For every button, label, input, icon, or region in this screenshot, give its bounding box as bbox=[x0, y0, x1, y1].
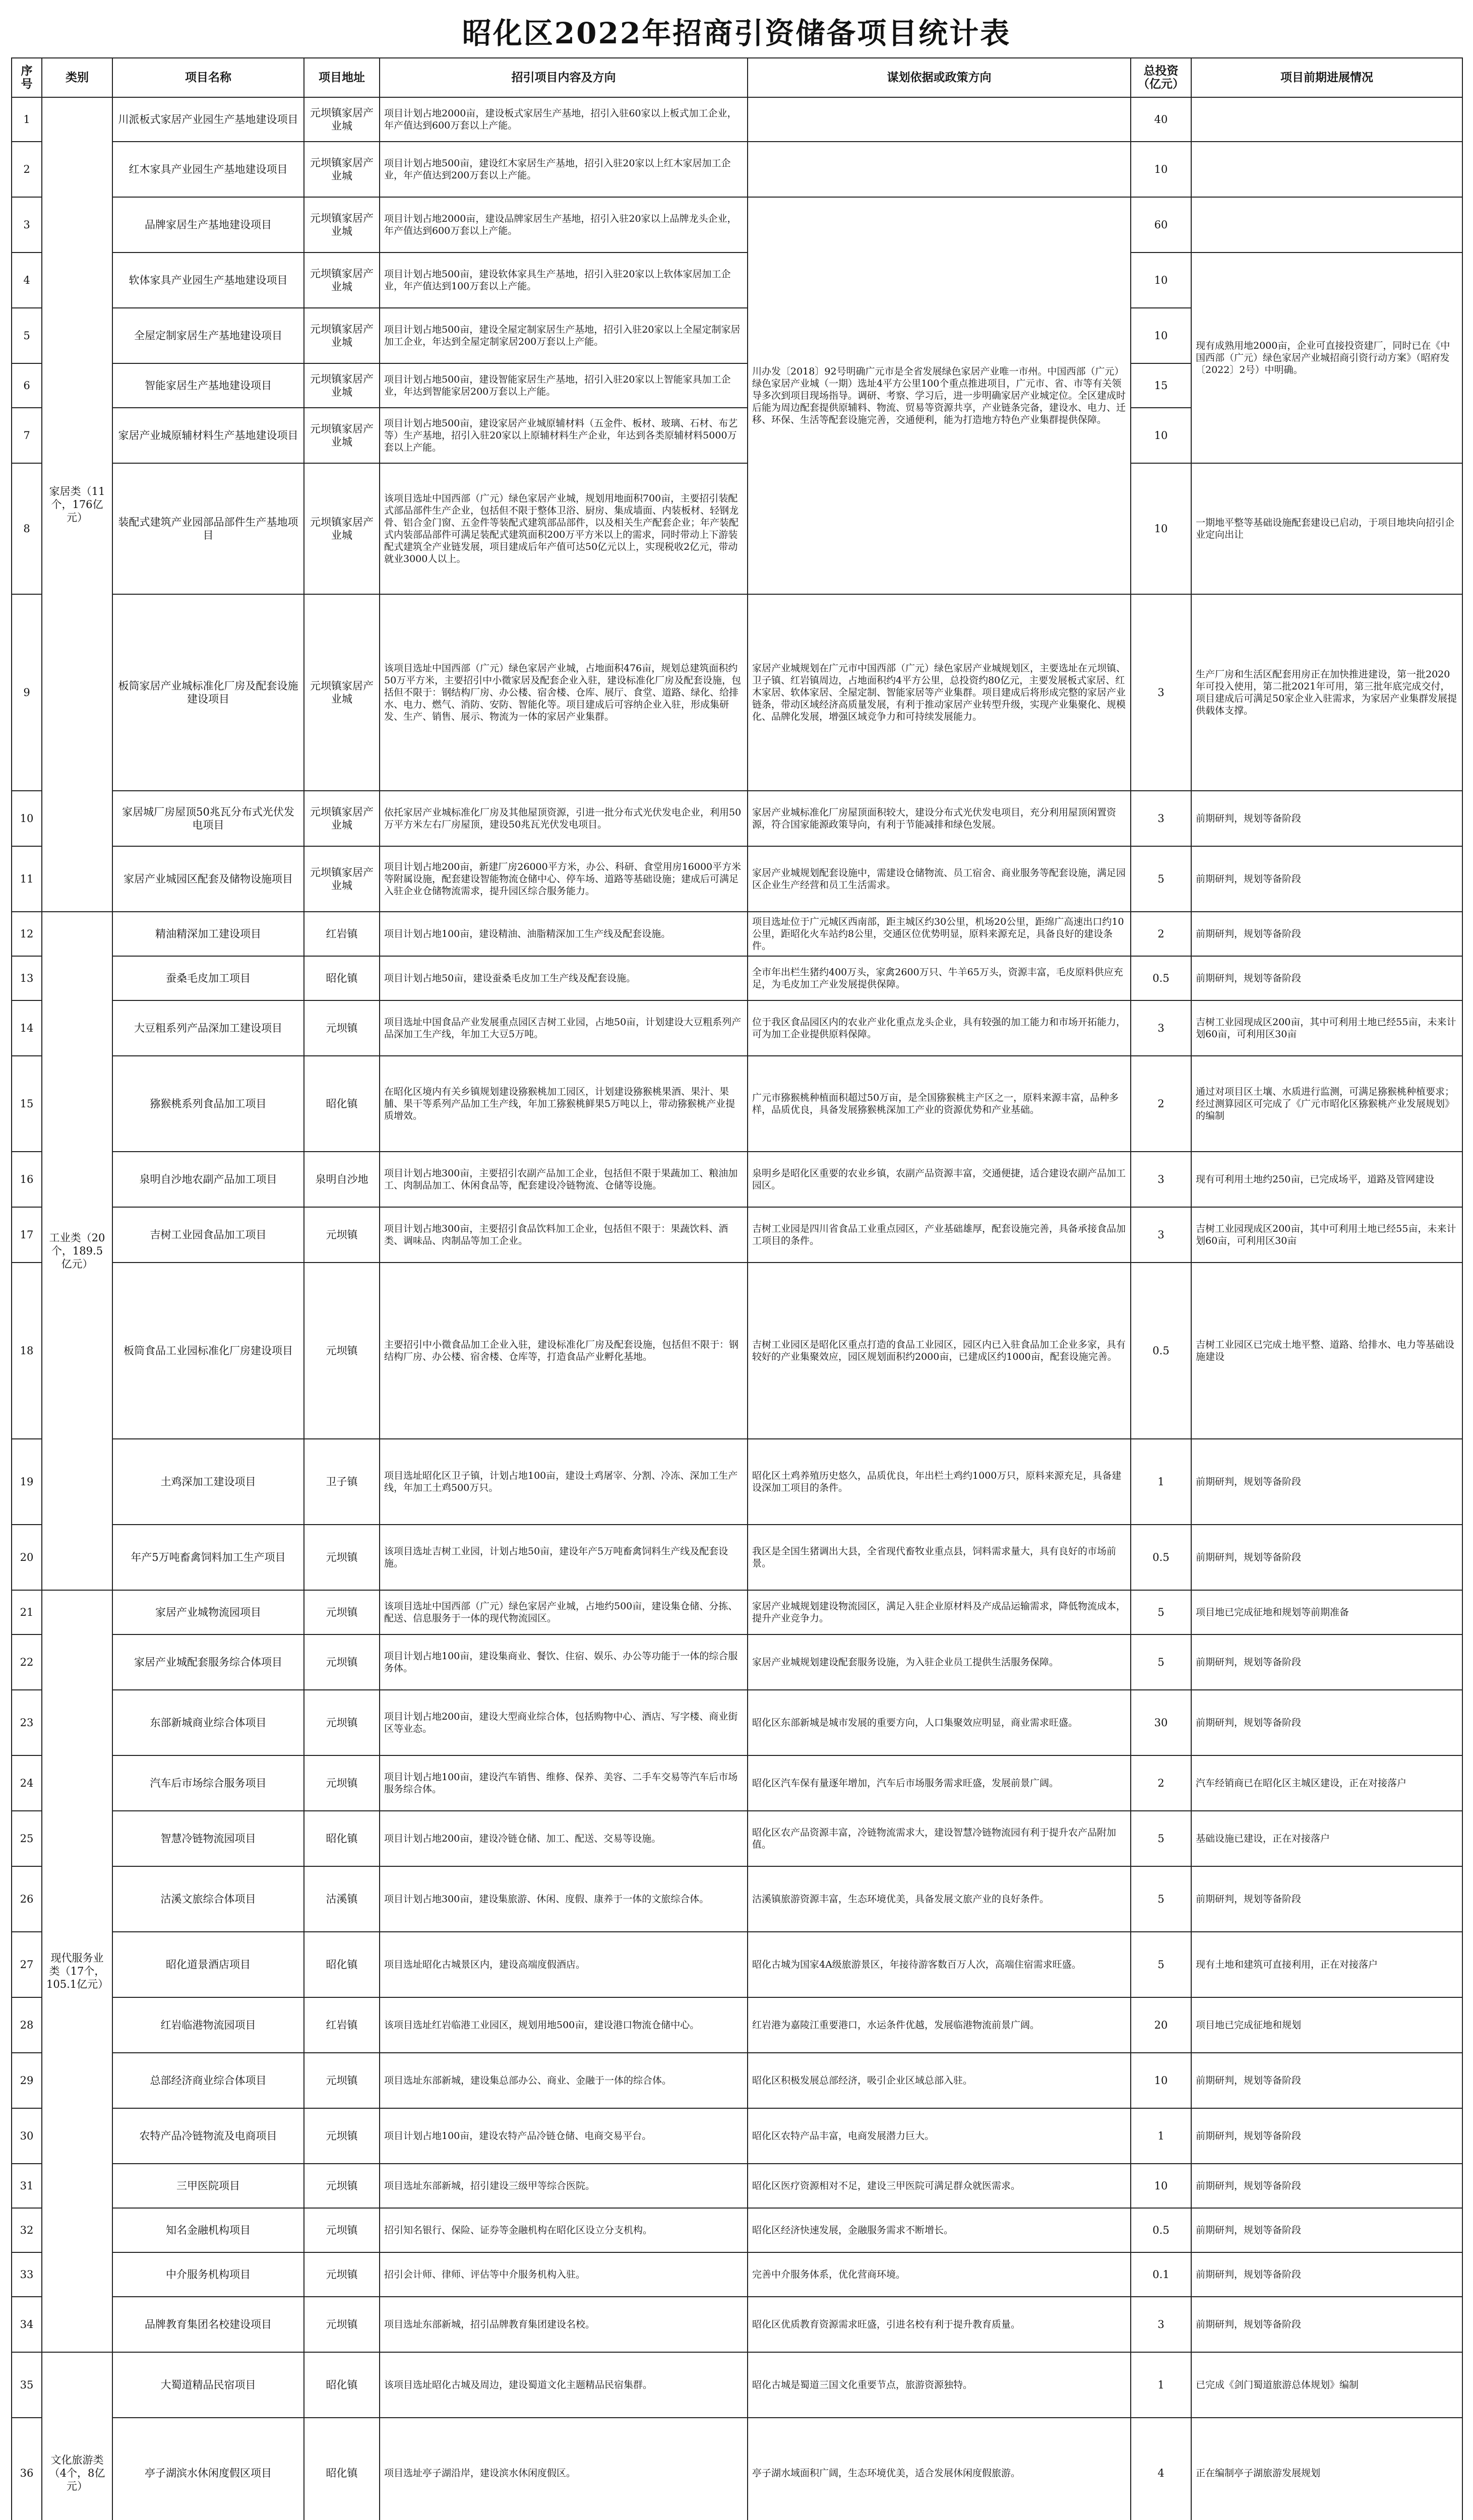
cell-seq: 1 bbox=[12, 97, 42, 142]
cell-location: 元坝镇 bbox=[304, 1634, 380, 1690]
cell-investment: 3 bbox=[1131, 1152, 1191, 1207]
cell-project-name: 中介服务机构项目 bbox=[112, 2252, 304, 2297]
cell-location: 元坝镇 bbox=[304, 2053, 380, 2108]
table-row bbox=[12, 1811, 1462, 1866]
cell-investment: 0.1 bbox=[1131, 2252, 1191, 2297]
project-table bbox=[11, 57, 1463, 2520]
cell-investment: 1 bbox=[1131, 1439, 1191, 1525]
cell-content: 项目计划占地200亩，新建厂房26000平方米，办公、科研、食堂用房16000平方米等附属设施，配套建设智能物流仓储中心、停车场、道路等基础设施；建成后可满足入驻企业仓储物流需求，提升园区综合服务能力。 bbox=[380, 846, 748, 912]
cell-progress: 通过对项目区土壤、水质进行监测，可满足猕猴桃种植要求；经过测算园区可完成了《广元市昭化区猕猴桃产业发展规划》的编制 bbox=[1191, 1056, 1462, 1152]
cell-location: 元坝镇家居产业城 bbox=[304, 408, 380, 463]
table-row bbox=[12, 1525, 1462, 1590]
cell-progress: 前期研判，规划等备阶段 bbox=[1191, 2252, 1462, 2297]
cell-investment: 10 bbox=[1131, 408, 1191, 463]
cell-location: 沽溪镇 bbox=[304, 1866, 380, 1932]
cell-progress: 前期研判，规划等备阶段 bbox=[1191, 1634, 1462, 1690]
cell-project-name: 家居产业城配套服务综合体项目 bbox=[112, 1634, 304, 1690]
cell-policy: 项目选址位于广元城区西南部，距主城区约30公里，机场20公里，距绵广高速出口约10公里，距昭化火车站约8公里，交通区位优势明显，原料来源充足，具备良好的建设条件。 bbox=[748, 912, 1131, 956]
cell-investment: 0.5 bbox=[1131, 1525, 1191, 1590]
cell-project-name: 智能家居生产基地建设项目 bbox=[112, 363, 304, 408]
cell-progress bbox=[1191, 142, 1462, 197]
cell-seq: 9 bbox=[12, 594, 42, 791]
cell-policy: 亭子湖水域面积广阔，生态环境优美，适合发展休闲度假旅游。 bbox=[748, 2418, 1131, 2520]
cell-location: 元坝镇家居产业城 bbox=[304, 308, 380, 363]
cell-location: 元坝镇家居产业城 bbox=[304, 97, 380, 142]
cell-policy: 位于我区食品园区内的农业产业化重点龙头企业，具有较强的加工能力和市场开拓能力，可为加工企业提供原料保障。 bbox=[748, 1000, 1131, 1056]
cell-policy: 昭化区经济快速发展，金融服务需求不断增长。 bbox=[748, 2208, 1131, 2252]
table-row bbox=[12, 2418, 1462, 2520]
cell-category: 家居类（11个，176亿元） bbox=[42, 97, 112, 912]
cell-seq: 8 bbox=[12, 463, 42, 594]
table-row bbox=[12, 1263, 1462, 1439]
cell-location: 元坝镇家居产业城 bbox=[304, 463, 380, 594]
cell-location: 元坝镇家居产业城 bbox=[304, 197, 380, 253]
cell-seq: 21 bbox=[12, 1590, 42, 1634]
cell-location: 元坝镇家居产业城 bbox=[304, 594, 380, 791]
cell-investment: 1 bbox=[1131, 2108, 1191, 2164]
cell-project-name: 大豆粗系列产品深加工建设项目 bbox=[112, 1000, 304, 1056]
cell-progress: 前期研判，规划等备阶段 bbox=[1191, 2108, 1462, 2164]
cell-location: 元坝镇 bbox=[304, 1590, 380, 1634]
cell-content: 项目计划占地500亩，建设智能家居生产基地，招引入驻20家以上智能家具加工企业，年达到智能家居200万套以上产能。 bbox=[380, 363, 748, 408]
cell-project-name: 软体家具产业园生产基地建设项目 bbox=[112, 253, 304, 308]
cell-project-name: 昭化道景酒店项目 bbox=[112, 1932, 304, 1997]
cell-content: 项目选址中国食品产业发展重点园区吉树工业园，占地50亩，计划建设大豆粗系列产品深加工生产线，年加工大豆5万吨。 bbox=[380, 1000, 748, 1056]
cell-progress: 项目地已完成征地和规划等前期准备 bbox=[1191, 1590, 1462, 1634]
cell-project-name: 汽车后市场综合服务项目 bbox=[112, 1755, 304, 1811]
cell-policy: 红岩港为嘉陵江重要港口，水运条件优越，发展临港物流前景广阔。 bbox=[748, 1997, 1131, 2053]
cell-progress: 现有可利用土地约250亩，已完成场平，道路及管网建设 bbox=[1191, 1152, 1462, 1207]
cell-investment: 2 bbox=[1131, 1755, 1191, 1811]
cell-policy: 完善中介服务体系，优化营商环境。 bbox=[748, 2252, 1131, 2297]
cell-content: 项目计划占地500亩，建设红木家居生产基地，招引入驻20家以上红木家居加工企业，年产值达到200万套以上产能。 bbox=[380, 142, 748, 197]
table-row bbox=[12, 253, 1462, 308]
cell-progress: 汽车经销商已在昭化区主城区建设，正在对接落户 bbox=[1191, 1755, 1462, 1811]
cell-content: 项目计划占地500亩，建设软体家具生产基地，招引入驻20家以上软体家居加工企业，年产值达到100万套以上产能。 bbox=[380, 253, 748, 308]
cell-progress: 吉树工业园现成区200亩，其中可利用土地已经55亩，未来计划60亩，可利用区30亩 bbox=[1191, 1207, 1462, 1263]
cell-content: 项目选址昭化区卫子镇，计划占地100亩，建设土鸡屠宰、分割、冷冻、深加工生产线，年加工土鸡500万只。 bbox=[380, 1439, 748, 1525]
cell-seq: 23 bbox=[12, 1690, 42, 1755]
cell-location: 元坝镇 bbox=[304, 2252, 380, 2297]
cell-project-name: 红木家具产业园生产基地建设项目 bbox=[112, 142, 304, 197]
cell-policy bbox=[748, 142, 1131, 197]
cell-progress: 前期研判，规划等备阶段 bbox=[1191, 2164, 1462, 2208]
header-progress: 项目前期进展情况 bbox=[1191, 58, 1462, 97]
cell-content: 项目计划占地300亩，主要招引农副产品加工企业，包括但不限于果蔬加工、粮油加工、肉制品加工、休闲食品等，配套建设冷链物流、仓储等设施。 bbox=[380, 1152, 748, 1207]
cell-content: 该项目选址红岩临港工业园区，规划用地500亩，建设港口物流仓储中心。 bbox=[380, 1997, 748, 2053]
header-seq: 序号 bbox=[12, 58, 42, 97]
cell-seq: 22 bbox=[12, 1634, 42, 1690]
cell-content: 项目计划占地50亩，建设蚕桑毛皮加工生产线及配套设施。 bbox=[380, 956, 748, 1000]
table-row bbox=[12, 1634, 1462, 1690]
cell-policy: 昭化区土鸡养殖历史悠久，品质优良，年出栏土鸡约1000万只，原料来源充足，具备建设深加工项目的条件。 bbox=[748, 1439, 1131, 1525]
cell-investment: 10 bbox=[1131, 463, 1191, 594]
cell-progress: 现有成熟用地2000亩，企业可直接投资建厂，同时已在《中国西部（广元）绿色家居产业城招商引资行动方案》（昭府发〔2022〕2号）中明确。 bbox=[1191, 253, 1462, 463]
cell-progress bbox=[1191, 197, 1462, 253]
cell-policy: 我区是全国生猪调出大县，全省现代畜牧业重点县，饲料需求量大，具有良好的市场前景。 bbox=[748, 1525, 1131, 1590]
cell-policy: 家居产业城规划建设配套服务设施，为入驻企业员工提供生活服务保障。 bbox=[748, 1634, 1131, 1690]
cell-location: 元坝镇 bbox=[304, 2208, 380, 2252]
cell-content: 项目计划占地500亩，建设全屋定制家居生产基地，招引入驻20家以上全屋定制家居加工企业，年达到全屋定制家居200万套以上产能。 bbox=[380, 308, 748, 363]
cell-location: 元坝镇 bbox=[304, 1207, 380, 1263]
cell-content: 项目计划占地300亩，主要招引食品饮料加工企业，包括但不限于：果蔬饮料、酒类、调味品、肉制品等加工企业。 bbox=[380, 1207, 748, 1263]
cell-progress: 前期研判，规划等备阶段 bbox=[1191, 791, 1462, 846]
cell-seq: 5 bbox=[12, 308, 42, 363]
cell-seq: 4 bbox=[12, 253, 42, 308]
cell-policy: 昭化区优质教育资源需求旺盛，引进名校有利于提升教育质量。 bbox=[748, 2297, 1131, 2352]
cell-project-name: 总部经济商业综合体项目 bbox=[112, 2053, 304, 2108]
header-policy: 谋划依据或政策方向 bbox=[748, 58, 1131, 97]
cell-project-name: 猕猴桃系列食品加工项目 bbox=[112, 1056, 304, 1152]
cell-content: 主要招引中小微食品加工企业入驻，建设标准化厂房及配套设施，包括但不限于：钢结构厂房、办公楼、宿舍楼、仓库等，打造食品产业孵化基地。 bbox=[380, 1263, 748, 1439]
cell-progress: 一期地平整等基础设施配套建设已启动，于项目地块向招引企业定向出让 bbox=[1191, 463, 1462, 594]
cell-project-name: 沽溪文旅综合体项目 bbox=[112, 1866, 304, 1932]
cell-content: 该项目选址中国西部（广元）绿色家居产业城，占地面积476亩，规划总建筑面积约50万平方米，主要招引中小微家居及配套企业入驻，建设标准化厂房及配套设施，包括但不限于：钢结构厂房、办公楼、宿舍楼、仓库、展厅、食堂、道路、绿化、给排水、电力、燃气、消防、安防、智能化等。项目建成后可容纳企业入驻，形成集研发、生产、销售、展示、物流为一体的家居产业集群。 bbox=[380, 594, 748, 791]
table-row bbox=[12, 846, 1462, 912]
cell-progress: 前期研判，规划等备阶段 bbox=[1191, 2297, 1462, 2352]
cell-policy: 泉明乡是昭化区重要的农业乡镇，农副产品资源丰富，交通便捷，适合建设农副产品加工园区。 bbox=[748, 1152, 1131, 1207]
cell-policy: 昭化区农产品资源丰富，冷链物流需求大，建设智慧冷链物流园有利于提升农产品附加值。 bbox=[748, 1811, 1131, 1866]
cell-content: 该项目选址昭化古城及周边，建设蜀道文化主题精品民宿集群。 bbox=[380, 2352, 748, 2418]
cell-project-name: 智慧冷链物流园项目 bbox=[112, 1811, 304, 1866]
cell-content: 招引会计师、律师、评估等中介服务机构入驻。 bbox=[380, 2252, 748, 2297]
cell-location: 元坝镇 bbox=[304, 2108, 380, 2164]
cell-project-name: 家居产业城原辅材料生产基地建设项目 bbox=[112, 408, 304, 463]
cell-content: 在昭化区境内有关乡镇规划建设猕猴桃加工园区，计划建设猕猴桃果酒、果汁、果脯、果干等系列产品加工生产线，年加工猕猴桃鲜果5万吨以上，带动猕猴桃产业提质增效。 bbox=[380, 1056, 748, 1152]
cell-content: 项目计划占地200亩，建设大型商业综合体，包括购物中心、酒店、写字楼、商业街区等业态。 bbox=[380, 1690, 748, 1755]
cell-progress: 前期研判，规划等备阶段 bbox=[1191, 2053, 1462, 2108]
table-row bbox=[12, 2164, 1462, 2208]
cell-policy: 家居产业城规划建设物流园区，满足入驻企业原材料及产成品运输需求，降低物流成本，提升产业竞争力。 bbox=[748, 1590, 1131, 1634]
cell-seq: 20 bbox=[12, 1525, 42, 1590]
header-investment: 总投资（亿元） bbox=[1131, 58, 1191, 97]
table-row bbox=[12, 197, 1462, 253]
cell-content: 项目选址东部新城，招引品牌教育集团建设名校。 bbox=[380, 2297, 748, 2352]
cell-seq: 7 bbox=[12, 408, 42, 463]
cell-policy: 吉树工业园是四川省食品工业重点园区，产业基础雄厚，配套设施完善，具备承接食品加工项目的条件。 bbox=[748, 1207, 1131, 1263]
cell-investment: 2 bbox=[1131, 912, 1191, 956]
cell-content: 项目选址东部新城，招引建设三级甲等综合医院。 bbox=[380, 2164, 748, 2208]
cell-policy: 川办发〔2018〕92号明确广元市是全省发展绿色家居产业唯一市州。中国西部（广元）绿色家居产业城（一期）选址4平方公里100个重点推进项目，广元市、省、市等有关领导多次到项目现场指导。调研、考察、学习后，进一步明确家居产业城定位。全区建成时后能为周边配套提供原辅料、物流、贸易等资源共享，产业链条完备，建设水、电力、迁移、环保、生活等配套设施完善，交通便利，能为打造地方特色产业集群提供保障。 bbox=[748, 197, 1131, 594]
cell-location: 元坝镇 bbox=[304, 1263, 380, 1439]
cell-investment: 3 bbox=[1131, 1000, 1191, 1056]
cell-policy: 昭化区东部新城是城市发展的重要方向，人口集聚效应明显，商业需求旺盛。 bbox=[748, 1690, 1131, 1755]
table-row bbox=[12, 2108, 1462, 2164]
cell-progress bbox=[1191, 97, 1462, 142]
cell-seq: 12 bbox=[12, 912, 42, 956]
cell-content: 项目计划占地100亩，建设汽车销售、维修、保养、美容、二手车交易等汽车后市场服务综合体。 bbox=[380, 1755, 748, 1811]
cell-policy: 昭化区积极发展总部经济，吸引企业区域总部入驻。 bbox=[748, 2053, 1131, 2108]
cell-seq: 17 bbox=[12, 1207, 42, 1263]
cell-project-name: 土鸡深加工建设项目 bbox=[112, 1439, 304, 1525]
cell-progress: 前期研判，规划等备阶段 bbox=[1191, 1525, 1462, 1590]
page-title: 昭化区2022年招商引资储备项目统计表 bbox=[462, 16, 1011, 50]
table-row bbox=[12, 1439, 1462, 1525]
cell-location: 昭化镇 bbox=[304, 956, 380, 1000]
cell-progress: 前期研判，规划等备阶段 bbox=[1191, 1439, 1462, 1525]
cell-investment: 60 bbox=[1131, 197, 1191, 253]
cell-investment: 2 bbox=[1131, 1056, 1191, 1152]
table-row bbox=[12, 2352, 1462, 2418]
cell-project-name: 红岩临港物流园项目 bbox=[112, 1997, 304, 2053]
table-body bbox=[12, 97, 1462, 2520]
header-name: 项目名称 bbox=[112, 58, 304, 97]
cell-investment: 5 bbox=[1131, 1932, 1191, 1997]
cell-policy: 昭化古城是蜀道三国文化重要节点，旅游资源独特。 bbox=[748, 2352, 1131, 2418]
cell-content: 该项目选址中国西部（广元）绿色家居产业城，规划用地面积700亩，主要招引装配式部品部件生产企业，包括但不限于整体卫浴、厨房、集成墙面、内装板材、轻钢龙骨、铝合金门窗、五金件等装配式建筑部品部件，以及相关生产配套企业；年产装配式内装部品部件可满足装配式建筑面积200万平方米以上的需求，同时带动上下游装配式建筑全产业链发展，项目建成后年产值可达50亿元以上，实现税收2亿元，带动就业3000人以上。 bbox=[380, 463, 748, 594]
cell-policy: 吉树工业园区是昭化区重点打造的食品工业园区，园区内已入驻食品加工企业多家，具有较好的产业集聚效应，园区规划面积约2000亩，已建成区约1000亩，配套设施完善。 bbox=[748, 1263, 1131, 1439]
cell-location: 元坝镇家居产业城 bbox=[304, 846, 380, 912]
cell-content: 项目计划占地100亩，建设精油、油脂精深加工生产线及配套设施。 bbox=[380, 912, 748, 956]
table-row bbox=[12, 912, 1462, 956]
table-row bbox=[12, 1755, 1462, 1811]
cell-progress: 吉树工业园区已完成土地平整、道路、给排水、电力等基础设施建设 bbox=[1191, 1263, 1462, 1439]
cell-investment: 5 bbox=[1131, 1866, 1191, 1932]
cell-investment: 5 bbox=[1131, 1634, 1191, 1690]
cell-content: 项目选址亭子湖沿岸，建设滨水休闲度假区。 bbox=[380, 2418, 748, 2520]
table-row bbox=[12, 2297, 1462, 2352]
cell-location: 元坝镇 bbox=[304, 1690, 380, 1755]
cell-investment: 10 bbox=[1131, 253, 1191, 308]
cell-project-name: 家居产业城园区配套及储物设施项目 bbox=[112, 846, 304, 912]
cell-investment: 0.5 bbox=[1131, 1263, 1191, 1439]
cell-content: 该项目选址中国西部（广元）绿色家居产业城，占地约500亩，建设集仓储、分拣、配送、信息服务于一体的现代物流园区。 bbox=[380, 1590, 748, 1634]
cell-project-name: 吉树工业园食品加工项目 bbox=[112, 1207, 304, 1263]
cell-seq: 15 bbox=[12, 1056, 42, 1152]
table-row bbox=[12, 1690, 1462, 1755]
cell-seq: 14 bbox=[12, 1000, 42, 1056]
cell-seq: 29 bbox=[12, 2053, 42, 2108]
cell-project-name: 板筒家居产业城标准化厂房及配套设施建设项目 bbox=[112, 594, 304, 791]
cell-content: 项目计划占地2000亩，建设板式家居生产基地，招引入驻60家以上板式加工企业，年产值达到600万套以上产能。 bbox=[380, 97, 748, 142]
header-location: 项目地址 bbox=[304, 58, 380, 97]
cell-seq: 32 bbox=[12, 2208, 42, 2252]
cell-seq: 26 bbox=[12, 1866, 42, 1932]
cell-location: 元坝镇家居产业城 bbox=[304, 363, 380, 408]
cell-project-name: 泉明自沙地农副产品加工项目 bbox=[112, 1152, 304, 1207]
cell-investment: 5 bbox=[1131, 1590, 1191, 1634]
cell-content: 项目选址昭化古城景区内，建设高端度假酒店。 bbox=[380, 1932, 748, 1997]
cell-location: 元坝镇 bbox=[304, 1000, 380, 1056]
cell-location: 红岩镇 bbox=[304, 912, 380, 956]
cell-seq: 31 bbox=[12, 2164, 42, 2208]
cell-progress: 生产厂房和生活区配套用房正在加快推进建设，第一批2020年可投入使用，第二批2021年可用，第三批年底完成交付，项目建成后可满足50家企业入驻需求，为家居产业集群发展提供载体支撑。 bbox=[1191, 594, 1462, 791]
cell-policy: 家居产业城规划在广元市中国西部（广元）绿色家居产业城规划区，主要选址在元坝镇、卫子镇、红岩镇周边，占地面积约4平方公里，总投资约80亿元，主要发展板式家居、红木家居、软体家居、全屋定制、智能家居等产业集群。项目建成后将形成完整的家居产业链条，带动区域经济高质量发展，有利于推动家居产业转型升级，实现产业集聚化、规模化、品牌化发展，增强区域竞争力和可持续发展能力。 bbox=[748, 594, 1131, 791]
cell-seq: 24 bbox=[12, 1755, 42, 1811]
cell-content: 项目计划占地100亩，建设集商业、餐饮、住宿、娱乐、办公等功能于一体的综合服务体。 bbox=[380, 1634, 748, 1690]
cell-policy: 广元市猕猴桃种植面积超过50万亩，是全国猕猴桃主产区之一，原料来源丰富，品种多样，品质优良，具备发展猕猴桃深加工产业的资源优势和产业基础。 bbox=[748, 1056, 1131, 1152]
header-content: 招引项目内容及方向 bbox=[380, 58, 748, 97]
cell-seq: 25 bbox=[12, 1811, 42, 1866]
cell-seq: 33 bbox=[12, 2252, 42, 2297]
table-row bbox=[12, 1932, 1462, 1997]
cell-seq: 13 bbox=[12, 956, 42, 1000]
cell-seq: 27 bbox=[12, 1932, 42, 1997]
cell-seq: 35 bbox=[12, 2352, 42, 2418]
header-row bbox=[12, 58, 1462, 97]
cell-seq: 30 bbox=[12, 2108, 42, 2164]
cell-policy bbox=[748, 97, 1131, 142]
cell-location: 红岩镇 bbox=[304, 1997, 380, 2053]
cell-investment: 5 bbox=[1131, 1811, 1191, 1866]
cell-location: 元坝镇家居产业城 bbox=[304, 142, 380, 197]
cell-location: 元坝镇家居产业城 bbox=[304, 253, 380, 308]
table-row bbox=[12, 2252, 1462, 2297]
cell-category: 文化旅游类（4个，8亿元） bbox=[42, 2352, 112, 2520]
table-row bbox=[12, 1590, 1462, 1634]
cell-investment: 0.5 bbox=[1131, 956, 1191, 1000]
cell-investment: 10 bbox=[1131, 142, 1191, 197]
cell-location: 泉明自沙地 bbox=[304, 1152, 380, 1207]
cell-location: 元坝镇 bbox=[304, 2164, 380, 2208]
cell-progress: 前期研判，规划等备阶段 bbox=[1191, 1690, 1462, 1755]
cell-location: 昭化镇 bbox=[304, 2418, 380, 2520]
cell-investment: 30 bbox=[1131, 1690, 1191, 1755]
cell-investment: 5 bbox=[1131, 846, 1191, 912]
cell-policy: 昭化古城为国家4A级旅游景区，年接待游客数百万人次，高端住宿需求旺盛。 bbox=[748, 1932, 1131, 1997]
cell-seq: 36 bbox=[12, 2418, 42, 2520]
cell-policy: 家居产业城标准化厂房屋顶面积较大，建设分布式光伏发电项目，充分利用屋顶闲置资源，符合国家能源政策导向，有利于节能减排和绿色发展。 bbox=[748, 791, 1131, 846]
cell-content: 项目计划占地500亩，建设家居产业城原辅材料（五金件、板材、玻璃、石材、布艺等）生产基地，招引入驻20家以上原辅材料生产企业，年达到各类原辅材料5000万套以上产能。 bbox=[380, 408, 748, 463]
cell-content: 项目选址东部新城，建设集总部办公、商业、金融于一体的综合体。 bbox=[380, 2053, 748, 2108]
cell-location: 元坝镇 bbox=[304, 1525, 380, 1590]
table-row bbox=[12, 956, 1462, 1000]
cell-investment: 3 bbox=[1131, 1207, 1191, 1263]
cell-seq: 34 bbox=[12, 2297, 42, 2352]
table-row bbox=[12, 2053, 1462, 2108]
cell-seq: 6 bbox=[12, 363, 42, 408]
cell-location: 昭化镇 bbox=[304, 1056, 380, 1152]
cell-progress: 吉树工业园现成区200亩，其中可利用土地已经55亩，未来计划60亩，可利用区30亩 bbox=[1191, 1000, 1462, 1056]
cell-investment: 4 bbox=[1131, 2418, 1191, 2520]
table-row bbox=[12, 1866, 1462, 1932]
cell-location: 昭化镇 bbox=[304, 2352, 380, 2418]
cell-content: 该项目选址吉树工业园，计划占地50亩，建设年产5万吨畜禽饲料生产线及配套设施。 bbox=[380, 1525, 748, 1590]
cell-investment: 10 bbox=[1131, 308, 1191, 363]
cell-progress: 前期研判，规划等备阶段 bbox=[1191, 956, 1462, 1000]
table-row bbox=[12, 142, 1462, 197]
cell-policy: 昭化区汽车保有量逐年增加，汽车后市场服务需求旺盛，发展前景广阔。 bbox=[748, 1755, 1131, 1811]
cell-content: 项目计划占地300亩，建设集旅游、休闲、度假、康养于一体的文旅综合体。 bbox=[380, 1866, 748, 1932]
table-row bbox=[12, 1997, 1462, 2053]
cell-category: 工业类（20个，189.5亿元） bbox=[42, 912, 112, 1590]
cell-investment: 3 bbox=[1131, 2297, 1191, 2352]
cell-category: 现代服务业类（17个，105.1亿元） bbox=[42, 1590, 112, 2352]
cell-investment: 3 bbox=[1131, 594, 1191, 791]
cell-content: 招引知名银行、保险、证券等金融机构在昭化区设立分支机构。 bbox=[380, 2208, 748, 2252]
cell-progress: 前期研判，规划等备阶段 bbox=[1191, 912, 1462, 956]
cell-policy: 家居产业城规划配套设施中，需建设仓储物流、员工宿舍、商业服务等配套设施，满足园区企业生产经营和员工生活需求。 bbox=[748, 846, 1131, 912]
cell-progress: 前期研判，规划等备阶段 bbox=[1191, 846, 1462, 912]
table-row bbox=[12, 1000, 1462, 1056]
header-category: 类别 bbox=[42, 58, 112, 97]
cell-investment: 40 bbox=[1131, 97, 1191, 142]
cell-investment: 15 bbox=[1131, 363, 1191, 408]
cell-project-name: 农特产品冷链物流及电商项目 bbox=[112, 2108, 304, 2164]
cell-project-name: 家居城厂房屋顶50兆瓦分布式光伏发电项目 bbox=[112, 791, 304, 846]
cell-project-name: 板筒食品工业园标准化厂房建设项目 bbox=[112, 1263, 304, 1439]
cell-progress: 现有土地和建筑可直接利用，正在对接落户 bbox=[1191, 1932, 1462, 1997]
cell-project-name: 家居产业城物流园项目 bbox=[112, 1590, 304, 1634]
cell-investment: 0.5 bbox=[1131, 2208, 1191, 2252]
cell-location: 昭化镇 bbox=[304, 1932, 380, 1997]
cell-progress: 已完成《剑门蜀道旅游总体规划》编制 bbox=[1191, 2352, 1462, 2418]
cell-seq: 19 bbox=[12, 1439, 42, 1525]
cell-location: 元坝镇 bbox=[304, 2297, 380, 2352]
cell-seq: 28 bbox=[12, 1997, 42, 2053]
cell-location: 卫子镇 bbox=[304, 1439, 380, 1525]
table-row bbox=[12, 97, 1462, 142]
cell-location: 元坝镇家居产业城 bbox=[304, 791, 380, 846]
cell-investment: 3 bbox=[1131, 791, 1191, 846]
cell-policy: 全市年出栏生猪约400万头，家禽2600万只、牛羊65万头，资源丰富，毛皮原料供应充足，为毛皮加工产业发展提供保障。 bbox=[748, 956, 1131, 1000]
cell-location: 昭化镇 bbox=[304, 1811, 380, 1866]
cell-investment: 20 bbox=[1131, 1997, 1191, 2053]
cell-location: 元坝镇 bbox=[304, 1755, 380, 1811]
cell-project-name: 全屋定制家居生产基地建设项目 bbox=[112, 308, 304, 363]
cell-seq: 2 bbox=[12, 142, 42, 197]
cell-project-name: 川派板式家居产业园生产基地建设项目 bbox=[112, 97, 304, 142]
cell-seq: 10 bbox=[12, 791, 42, 846]
table-row bbox=[12, 463, 1462, 594]
cell-content: 依托家居产业城标准化厂房及其他屋顶资源，引进一批分布式光伏发电企业，利用50万平方米左右厂房屋顶，建设50兆瓦光伏发电项目。 bbox=[380, 791, 748, 846]
cell-project-name: 年产5万吨畜禽饲料加工生产项目 bbox=[112, 1525, 304, 1590]
cell-seq: 18 bbox=[12, 1263, 42, 1439]
table-row bbox=[12, 791, 1462, 846]
cell-project-name: 蚕桑毛皮加工项目 bbox=[112, 956, 304, 1000]
cell-content: 项目计划占地2000亩，建设品牌家居生产基地，招引入驻20家以上品牌龙头企业，年产值达到600万套以上产能。 bbox=[380, 197, 748, 253]
table-row bbox=[12, 2208, 1462, 2252]
cell-project-name: 装配式建筑产业园部品部件生产基地项目 bbox=[112, 463, 304, 594]
table-row bbox=[12, 594, 1462, 791]
cell-progress: 基础设施已建设，正在对接落户 bbox=[1191, 1811, 1462, 1866]
cell-project-name: 大蜀道精品民宿项目 bbox=[112, 2352, 304, 2418]
page bbox=[11, 9, 1462, 2520]
cell-investment: 10 bbox=[1131, 2164, 1191, 2208]
cell-seq: 11 bbox=[12, 846, 42, 912]
cell-progress: 项目地已完成征地和规划 bbox=[1191, 1997, 1462, 2053]
cell-seq: 3 bbox=[12, 197, 42, 253]
table-row bbox=[12, 1152, 1462, 1207]
cell-content: 项目计划占地100亩，建设农特产品冷链仓储、电商交易平台。 bbox=[380, 2108, 748, 2164]
cell-progress: 正在编制亭子湖旅游发展规划 bbox=[1191, 2418, 1462, 2520]
cell-seq: 16 bbox=[12, 1152, 42, 1207]
cell-policy: 昭化区医疗资源相对不足，建设三甲医院可满足群众就医需求。 bbox=[748, 2164, 1131, 2208]
cell-progress: 前期研判，规划等备阶段 bbox=[1191, 1866, 1462, 1932]
cell-project-name: 品牌家居生产基地建设项目 bbox=[112, 197, 304, 253]
table-row bbox=[12, 1207, 1462, 1263]
cell-project-name: 精油精深加工建设项目 bbox=[112, 912, 304, 956]
cell-project-name: 东部新城商业综合体项目 bbox=[112, 1690, 304, 1755]
cell-content: 项目计划占地200亩，建设冷链仓储、加工、配送、交易等设施。 bbox=[380, 1811, 748, 1866]
cell-investment: 1 bbox=[1131, 2352, 1191, 2418]
cell-investment: 10 bbox=[1131, 2053, 1191, 2108]
table-row bbox=[12, 1056, 1462, 1152]
cell-progress: 前期研判，规划等备阶段 bbox=[1191, 2208, 1462, 2252]
cell-project-name: 知名金融机构项目 bbox=[112, 2208, 304, 2252]
cell-project-name: 亭子湖滨水休闲度假区项目 bbox=[112, 2418, 304, 2520]
cell-policy: 昭化区农特产品丰富，电商发展潜力巨大。 bbox=[748, 2108, 1131, 2164]
cell-project-name: 品牌教育集团名校建设项目 bbox=[112, 2297, 304, 2352]
cell-policy: 沽溪镇旅游资源丰富，生态环境优美，具备发展文旅产业的良好条件。 bbox=[748, 1866, 1131, 1932]
cell-project-name: 三甲医院项目 bbox=[112, 2164, 304, 2208]
